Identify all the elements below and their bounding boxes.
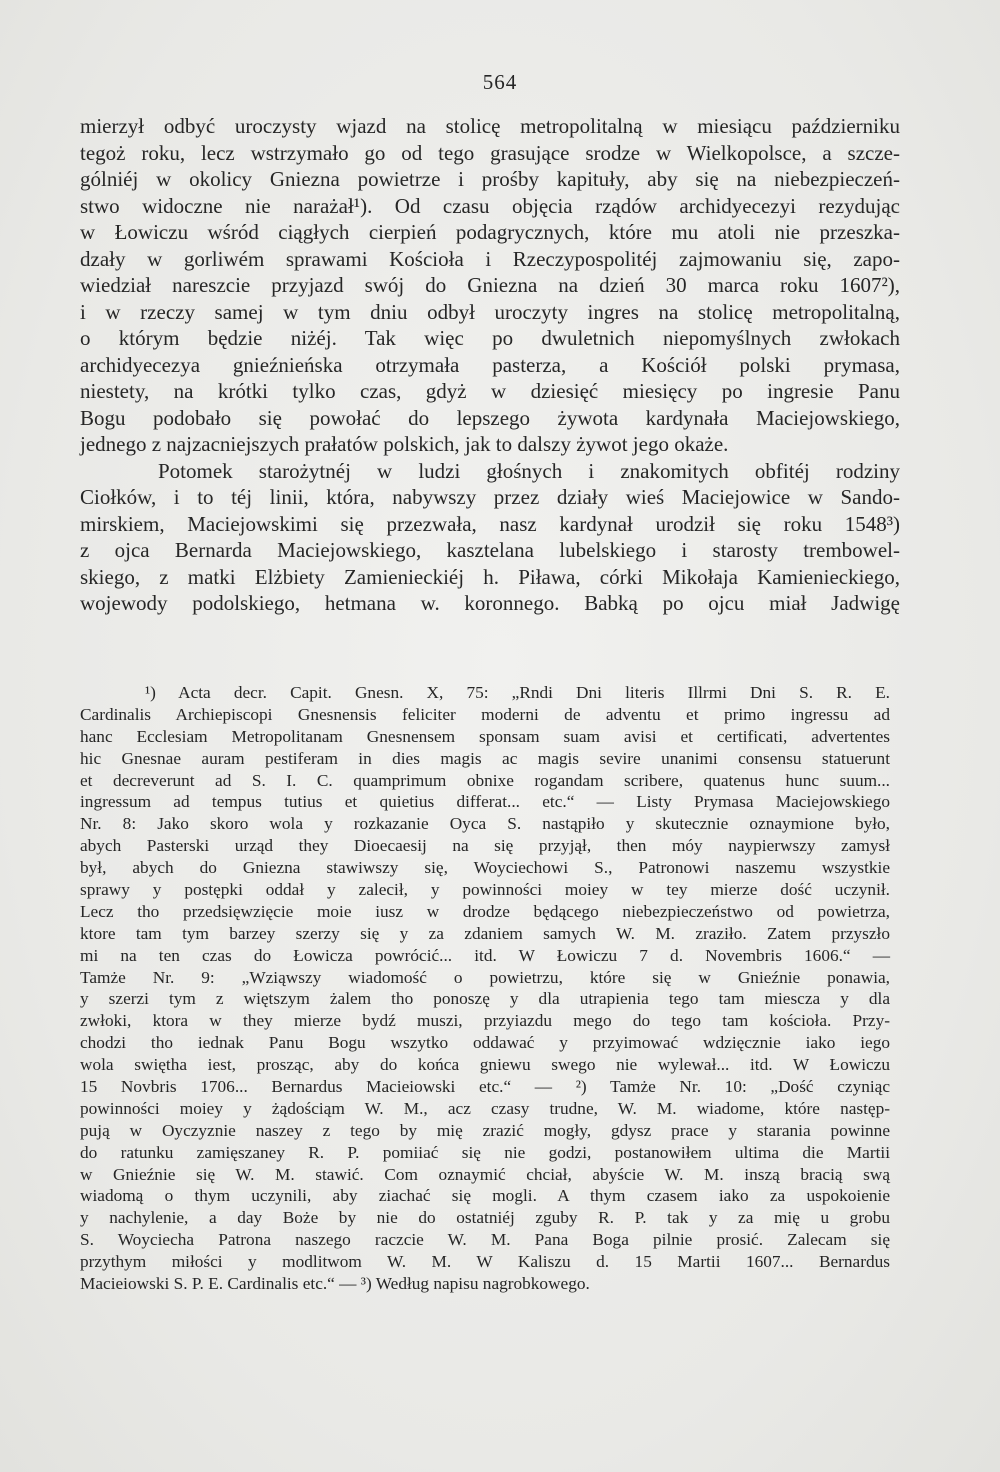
body-line: z ojca Bernarda Maciejowskiego, kasztelana lubelskiego i starosty trembowel- — [80, 538, 900, 562]
main-body-text — [80, 113, 900, 617]
body-line: tegoż roku, lecz wstrzymało go od tego grasujące srodze w Wielkopolsce, a szcze- — [80, 140, 900, 165]
footnote-line: y szerzi tym z więtszym żalem tho ponoszę y dla utrapienia tego tam miescza y dla — [80, 989, 890, 1009]
body-line: o którym będzie niżéj. Tak więc po dwuletnich niepomyślnych zwłokach — [80, 326, 900, 350]
footnote-line: ingressum ad tempus tutius et quietius differat... etc.“ — Listy Prymasa Maciejowskiego — [80, 792, 890, 812]
footnote-line: był, abych do Gniezna stawiwszy się, Woyciechowi S., Patronowi naszemu wszystkie — [80, 858, 890, 878]
footnote-line: ktore tam tym barzey szerzy się y za zdaniem samych W. M. zraziło. Zatem przyszło — [80, 923, 890, 943]
footnotes — [80, 682, 890, 1295]
body-line: niestety, na krótki tylko czas, gdyż w dziesięć miesięcy po ingresie Panu — [80, 379, 900, 403]
body-line: wojewody podolskiego, hetmana w. koronnego. Babką po ojcu miał Jadwigę — [80, 591, 900, 615]
body-line: mierzył odbyć uroczysty wjazd na stolicę metropolitalną w miesiącu październiku — [80, 114, 900, 138]
footnote-line: S. Woyciecha Patrona naszego raczcie W. M. Pana Boga pilnie prosić. Zalecam się — [80, 1230, 890, 1250]
page-number: 564 — [482, 70, 518, 94]
body-line: Ciołków, i to téj linii, która, nabywszy przez działy wieś Maciejowice w Sando- — [80, 485, 900, 509]
footnote-line: Lecz tho przedsięwzięcie moie iusz w drodze będącego niebezpieczeństwo od powietrza, — [80, 901, 890, 921]
footnote-line: 15 Novbris 1706... Bernardus Macieiowski etc.“ — ²) Tamże Nr. 10: „Dość czyniąc — [80, 1077, 890, 1097]
body-line: w Łowiczu wśród ciągłych cierpień podagrycznych, które mu atoli nie przeszka- — [80, 220, 900, 244]
footnote-line: Cardinalis Archiepiscopi Gnesnensis feliciter moderni de adventu et primo ingressu ad — [80, 704, 890, 724]
footnote-line: ¹) Acta decr. Capit. Gnesn. X, 75: „Rndi Dni literis Illrmi Dni S. R. E. — [145, 683, 890, 702]
footnote-line: Nr. 8: Jako skoro wola y rozkazanie Oyca S. nastąpiło y skutecznie oznaymione było, — [80, 814, 890, 834]
footnote-line: hic Gnesnae auram pestiferam in dies magis ac magis sevire unanimi consensu statuerunt — [80, 748, 890, 768]
footnote-line: wiadomą o thym uczynili, aby ziachać się mogli. A thym czasem iako za uspokoienie — [80, 1186, 890, 1206]
body-line: archidyecezya gnieźnieńska otrzymała pasterza, a Kościół polski prymasa, — [80, 352, 900, 377]
body-line: mirskiem, Maciejowskimi się przezwała, nasz kardynał urodził się roku 1548³) — [80, 511, 900, 536]
footnote-line: mi na ten czas do Łowicza powrócić... itd. W Łowiczu 7 d. Novembris 1606.“ — — [80, 945, 890, 965]
body-line: wiedział nareszcie przyjazd swój do Gniezna na dzień 30 marca roku 1607²), — [80, 273, 900, 297]
footnote-line: hanc Ecclesiam Metropolitanam Gnesnensem sponsam suam avisi et certificati, advertentes — [80, 726, 890, 746]
body-line: gólniéj w okolicy Gniezna powietrze i prośby kapituły, aby się na niebezpieczeń- — [80, 167, 900, 191]
body-line-paragraph-start: Potomek starożytnéj w ludzi głośnych i znakomitych obfitéj rodziny — [158, 458, 900, 483]
footnote-line: przythym miłości y modlitwom W. M. W Kaliszu d. 15 Martii 1607... Bernardus — [80, 1252, 890, 1272]
footnote-line: y nachylenie, a day Boże by nie do ostatniéj zguby R. P. tak y za mię u grobu — [80, 1208, 890, 1228]
footnote-line: Tamże Nr. 9: „Wziąwszy wiadomość o powietrzu, które się w Gnieźnie ponawia, — [80, 967, 890, 987]
footnote-line: abych Pasterski urząd they Dioecaesij na się przyjął, then móy naypierwszy zamysł — [80, 836, 890, 856]
body-line: stwo widoczne nie narażał¹). Od czasu objęcia rządów archidyecezyi rezydując — [80, 193, 900, 218]
footnote-line: pują w Oyczyznie naszey z tego by mię zrazić mogły, gdysz prace y starania powinne — [80, 1120, 890, 1140]
body-line: skiego, z matki Elżbiety Zamienieckiéj h. Piława, córki Mikołaja Kamienieckiego, — [80, 564, 900, 589]
body-line: i w rzeczy samej w tym dniu odbył uroczyty ingres na stolicę metropolitalną, — [80, 299, 900, 324]
body-line-paragraph-end: jednego z najzacniejszych prałatów polskich, jak to dalszy żywot jego okaże. — [80, 432, 729, 456]
footnote-line: zwłoki, ktora w they mierze bydź muszi, przyiazdu mego do tego tam kościoła. Przy- — [80, 1011, 890, 1031]
footnote-line: wola swiętha iest, prosząc, aby do końca gniewu swego nie wylewał... itd. W Łowiczu — [80, 1055, 890, 1075]
footnote-line: w Gnieźnie się W. M. stawić. Com oznaymić chciał, abyście W. M. inszą bracią swą — [80, 1164, 890, 1184]
footnote-line: chodzi tho iednak Panu Bogu wszytko oddawać y przyimować wdzięcznie iako iego — [80, 1033, 890, 1053]
body-line: Bogu podobało się powołać do lepszego żywota kardynała Maciejowskiego, — [80, 405, 900, 430]
body-line: dzały w gorliwém sprawami Kościoła i Rzeczypospolitéj zajmowaniu się, zapo- — [80, 246, 900, 271]
footnote-line: powinności moiey y żądościąm W. M., acz czasy trudne, W. M. wiadome, które następ- — [80, 1098, 890, 1118]
footnote-line: Macieiowski S. P. E. Cardinalis etc.“ — ³) Według napisu nagrobkowego. — [80, 1274, 590, 1294]
footnote-line: sprawy y postępki oddał y zalecił, y powinności moiey w tey mierze dość uczynił. — [80, 880, 890, 900]
footnote-line: do ratunku zamięszaney R. P. pomiiać się nie godzi, postanowiłem ultima die Martii — [80, 1142, 890, 1162]
footnote-line: et decreverunt ad S. I. C. quamprimum obnixe rogandam scribere, quatenus hunc suum... — [80, 770, 890, 790]
